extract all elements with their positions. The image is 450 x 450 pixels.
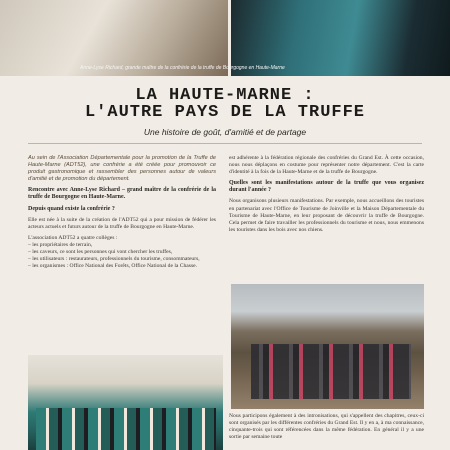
market-crowd-shape xyxy=(36,408,216,450)
list-item: – les organismes : Office National des Forêts, Office National de la Chasse. xyxy=(28,263,198,270)
interview-heading: Rencontre avec Anne-Lyse Richard – grand maître de la confrérie de la truffe de Bourgogne en Haute-Marne. xyxy=(28,187,216,201)
list-item: – les caveurs, ce sont les personnes qui vont chercher les truffes, xyxy=(28,249,173,256)
list-item: – les utilisateurs : restaurateurs, professionnels du tourisme, consommateurs, xyxy=(28,256,200,263)
question-2: Quelles sont les manifestations autour de la truffe que vous organisez durant l'année ? xyxy=(229,180,424,194)
right-paragraph-2: Nous organisons plusieurs manifestations. Par exemple, nous accueillons des touristes en partenariat avec l'Office de Tourisme de Joinville et la Maison Départementale du Tourisme de Haute-Marne, en leur proposant de découvrir la truffe de Bourgogne. Cela permet de faire travailler les professionnels du tourisme et nous, nous emmenons les touristes dans les bois avec nos chiens. xyxy=(229,198,424,233)
photo-market-group xyxy=(28,355,223,450)
article-subtitle: Une histoire de goût, d'amitié et de partage xyxy=(143,127,307,137)
article-title-line2: L'AUTRE PAYS DE LA TRUFFE xyxy=(84,103,366,122)
article-title-line1: LA HAUTE-MARNE : xyxy=(135,86,315,105)
left-column xyxy=(28,155,216,274)
right-paragraph-1: est adhérente à la fédération régionale des confréries du Grand Est. À cette occasion, nous nous déplaçons en costume pour représenter notre département. C'est la carte d'identité à la fois de la Haute-Marne et de la truffe de Bourgogne. xyxy=(229,155,424,176)
question-1: Depuis quand existe la confrérie ? xyxy=(28,205,115,212)
intro-paragraph: Au sein de l'Association Départementale pour la promotion de la Truffe de Haute-Marne (ADT52), une confrérie a été créée pour promouvoir ce produit gastronomique et rassembler des personnes autour de valeurs d'amitié et de promotion du département. xyxy=(28,155,216,183)
photo-truffle-hunt xyxy=(231,284,424,409)
collegs-intro: L'association ADT52 a quatre collèges : xyxy=(28,234,118,241)
answer-1: Elle est née à la suite de la création de l'ADT52 qui a pour mission de fédérer les acteurs actuels et futurs autour de la truffe de Bourgogne en Haute-Marne. xyxy=(28,216,216,230)
right-column xyxy=(229,155,424,238)
title-divider xyxy=(28,143,422,144)
hunt-group-shape xyxy=(251,344,411,399)
list-item: – les propriétaires de terrain, xyxy=(28,241,93,248)
collegs-list xyxy=(28,242,216,270)
right-paragraph-3: Nous participons également à des intronisations, qui s'appellent des chapitres, ceux-ci sont organisés par les différentes confréries du Grand Est. Il y en a, à ma connaissance, cinquante-trois qui sont référencées dans la même fédération. En général il y a une sortie par semaine toute xyxy=(229,413,424,441)
photo-caption: Anne-Lyse Richard, grande maître de la confrérie de la truffe de Bourgogne en Haute-Marne xyxy=(80,65,285,71)
right-column-continued xyxy=(229,413,424,445)
